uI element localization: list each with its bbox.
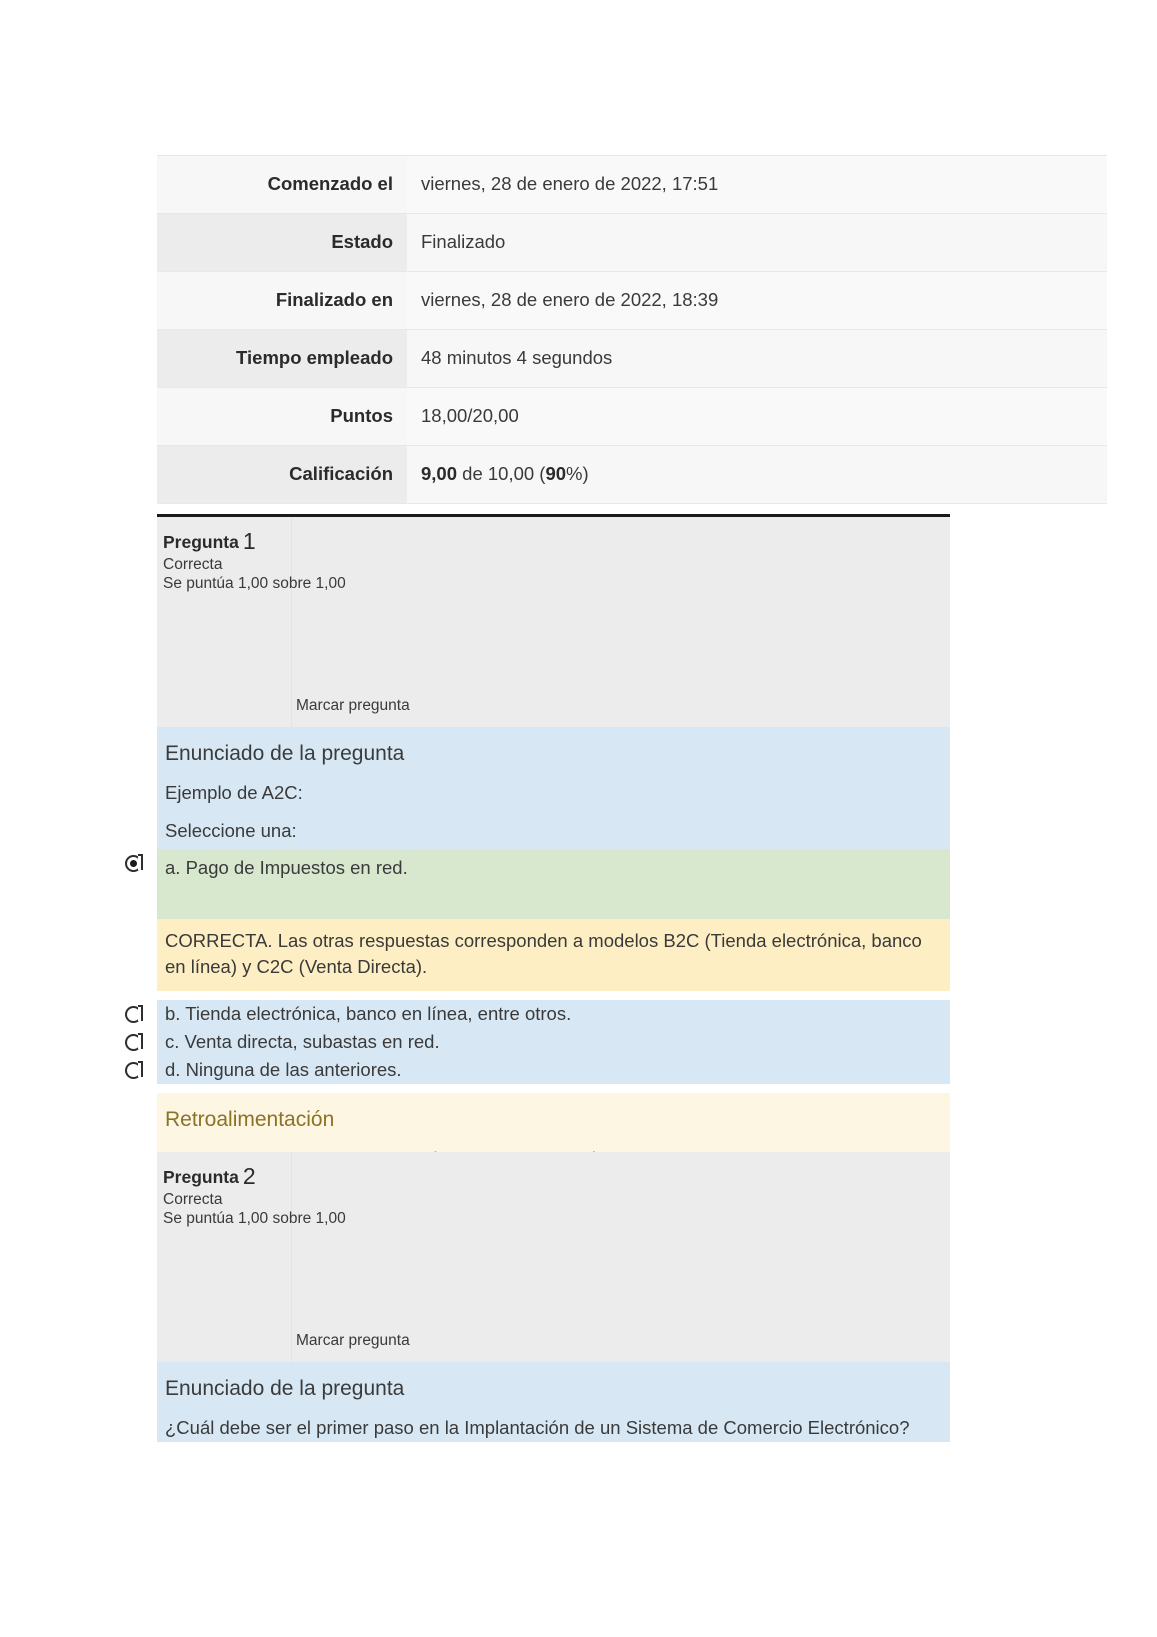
table-row bbox=[157, 156, 1107, 214]
question-number-label: Pregunta bbox=[163, 1167, 239, 1187]
summary-label-duration: Tiempo empleado bbox=[157, 329, 407, 387]
question-2-info bbox=[157, 1152, 950, 1362]
attempt-summary-table bbox=[157, 155, 1107, 504]
summary-label-points: Puntos bbox=[157, 387, 407, 445]
flag-question-2-label[interactable]: Marcar pregunta bbox=[296, 1332, 410, 1349]
answer-option-b-label: b. Tienda electrónica, banco en línea, entre otros. bbox=[165, 1002, 572, 1024]
question-2 bbox=[157, 1152, 950, 1442]
summary-value-duration: 48 minutos 4 segundos bbox=[407, 329, 1107, 387]
spacer bbox=[157, 1084, 950, 1093]
summary-label-grade: Calificación bbox=[157, 445, 407, 503]
grade-middle: de 10,00 ( bbox=[457, 462, 546, 484]
flag-question-1-label[interactable]: Marcar pregunta bbox=[296, 697, 410, 714]
table-row bbox=[157, 213, 1107, 271]
question-number-value: 1 bbox=[242, 528, 256, 554]
question-1-stem bbox=[157, 727, 950, 849]
question-number-label: Pregunta bbox=[163, 532, 239, 552]
radio-button-d-icon[interactable] bbox=[125, 1062, 142, 1079]
answer-option-a-label: a. Pago de Impuestos en red. bbox=[165, 857, 408, 878]
summary-label-finished: Finalizado en bbox=[157, 271, 407, 329]
summary-value-grade bbox=[407, 445, 1107, 503]
table-row bbox=[157, 387, 1107, 445]
question-1-grade: Se puntúa 1,00 sobre 1,00 bbox=[163, 575, 346, 592]
answer-option-c[interactable] bbox=[157, 1028, 950, 1056]
question-2-stem bbox=[157, 1362, 950, 1442]
question-1-state: Correcta bbox=[163, 556, 223, 573]
question-1-select-prompt: Seleccione una: bbox=[165, 820, 297, 841]
question-1-stem-text: Ejemplo de A2C: bbox=[165, 782, 303, 803]
answer-option-a-filler bbox=[157, 889, 950, 919]
question-1-specific-feedback: CORRECTA. Las otras respuestas corresponden a modelos B2C (Tienda electrónica, banco en línea) y C2C (Venta Directa). bbox=[157, 919, 950, 991]
summary-value-state: Finalizado bbox=[407, 213, 1107, 271]
question-1 bbox=[157, 514, 950, 1182]
question-number-value: 2 bbox=[242, 1163, 256, 1189]
table-row bbox=[157, 329, 1107, 387]
radio-button-a-icon[interactable] bbox=[125, 855, 142, 872]
question-2-number bbox=[163, 1163, 256, 1190]
question-2-stem-title: Enunciado de la pregunta bbox=[165, 1377, 405, 1400]
answer-option-d[interactable] bbox=[157, 1056, 950, 1084]
summary-value-started: viernes, 28 de enero de 2022, 17:51 bbox=[407, 156, 1107, 214]
question-1-number bbox=[163, 528, 256, 555]
divider bbox=[291, 517, 292, 727]
answer-option-b[interactable] bbox=[157, 1000, 950, 1028]
general-feedback-title: Retroalimentación bbox=[165, 1107, 335, 1131]
grade-suffix: %) bbox=[566, 462, 589, 484]
divider bbox=[291, 1152, 292, 1362]
radio-button-c-icon[interactable] bbox=[125, 1034, 142, 1051]
spacer bbox=[157, 991, 950, 1000]
answer-option-c-label: c. Venta directa, subastas en red. bbox=[165, 1030, 440, 1052]
grade-percent: 90 bbox=[545, 462, 567, 484]
table-row bbox=[157, 445, 1107, 503]
question-2-body bbox=[157, 1362, 950, 1442]
summary-value-points: 18,00/20,00 bbox=[407, 387, 1107, 445]
table-row bbox=[157, 271, 1107, 329]
summary-value-finished: viernes, 28 de enero de 2022, 18:39 bbox=[407, 271, 1107, 329]
radio-button-b-icon[interactable] bbox=[125, 1006, 142, 1023]
answer-option-d-label: d. Ninguna de las anteriores. bbox=[165, 1058, 402, 1080]
question-2-stem-text: ¿Cuál debe ser el primer paso en la Implantación de un Sistema de Comercio Electrónico? bbox=[165, 1417, 910, 1438]
question-1-body bbox=[157, 727, 950, 1182]
summary-label-state: Estado bbox=[157, 213, 407, 271]
question-1-info bbox=[157, 514, 950, 727]
question-1-stem-title: Enunciado de la pregunta bbox=[165, 742, 405, 765]
question-2-state: Correcta bbox=[163, 1191, 223, 1208]
question-2-grade: Se puntúa 1,00 sobre 1,00 bbox=[163, 1210, 346, 1227]
grade-score: 9,00 bbox=[421, 462, 458, 484]
summary-label-started: Comenzado el bbox=[157, 156, 407, 214]
answer-option-a[interactable] bbox=[157, 849, 950, 889]
